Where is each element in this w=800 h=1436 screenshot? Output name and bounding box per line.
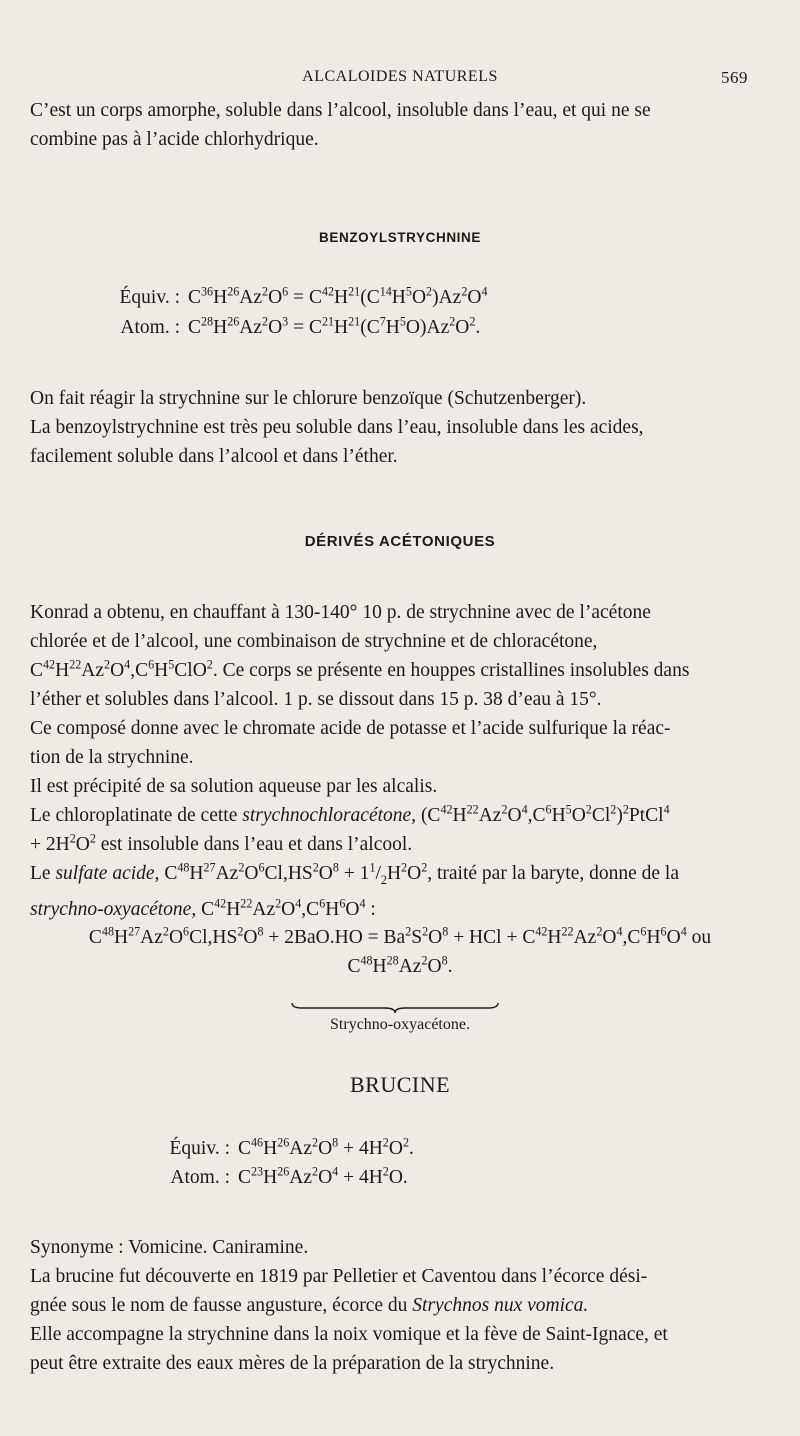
brucine-paragraphs bbox=[30, 1233, 748, 1378]
heading-derives-acetoniques: DÉRIVÉS ACÉTONIQUES bbox=[304, 533, 496, 550]
derives-para-2a: Ce composé donne avec le chromate acide de potasse et l’acide sulfurique la réac- bbox=[30, 718, 671, 739]
benzoyl-equiv-formula: Équiv. : $C^{36}H^{26}Az^2O^6 = C^{42}H^{21}(C^{14}H^5O^2)Az^2O^4$ bbox=[88, 287, 488, 309]
derives-para-5a: Le sulfate acide, $C^{48}H^{27}Az^2O^6Cl,HS^2O^8 + 1^1/_2H^2O^2$, traité par la baryte, donne de la bbox=[30, 860, 679, 887]
benzoyl-atom-formula: Atom. : $C^{28}H^{26}Az^2O^3 = C^{21}H^{21}(C^7H^5O)Az^2O^2$. bbox=[88, 317, 480, 339]
heading-brucine: BRUCINE bbox=[349, 1072, 451, 1097]
benzoyl-paragraphs bbox=[30, 384, 748, 471]
brucine-synonym: Synonyme : Vomicine. Caniramine. bbox=[30, 1237, 309, 1258]
heading-benzoylstrychnine: BENZOYLSTRYCHNINE bbox=[319, 230, 481, 245]
underbrace-icon bbox=[290, 1001, 500, 1015]
running-title: ALCALOIDES NATURELS bbox=[302, 68, 498, 85]
derives-paragraphs bbox=[30, 598, 748, 924]
brucine-atom-formula: Atom. : $C^{23}H^{26}Az^2O^4 + 4H^2O$. bbox=[138, 1167, 408, 1189]
benzoyl-para-1: On fait réagir la strychnine sur le chlorure benzoïque (Schutzenberger). bbox=[30, 388, 587, 409]
derives-para-4b: + $2H^2O^2$ est insoluble dans l’eau et dans l’alcool. bbox=[30, 831, 413, 855]
derives-para-5b: strychno-oxyacétone, $C^{42}H^{22}Az^2O^4,C^6H^6O^4$ : bbox=[30, 896, 376, 920]
equiv-label: Équiv. : bbox=[169, 1138, 230, 1159]
reaction-equation-line-1: $C^{48}H^{27}Az^2O^6Cl,HS^2O^8 + 2BaO.HO = Ba^2S^2O^8$ + HCl + $C^{42}H^{22}Az^2O^4,C^6H^6O^4$ ou bbox=[88, 924, 712, 948]
benzoyl-para-2a: La benzoylstrychnine est très peu soluble dans l’eau, insoluble dans les acides, bbox=[30, 417, 644, 438]
brucine-para-1a: La brucine fut découverte en 1819 par Pelletier et Caventou dans l’écorce dési- bbox=[30, 1266, 648, 1287]
derives-para-1c: $C^{42}H^{22}Az^2O^4,C^6H^5ClO^2$. Ce corps se présente en houppes cristallines insolubles dans bbox=[30, 657, 690, 681]
brucine-para-2a: Elle accompagne la strychnine dans la noix vomique et la fève de Saint-Ignace, et bbox=[30, 1324, 668, 1345]
atom-label: Atom. : bbox=[170, 1167, 230, 1188]
atom-label: Atom. : bbox=[120, 317, 180, 338]
derives-para-1d: l’éther et solubles dans l’alcool. 1 p. se dissout dans 15 p. 38 d’eau à 15°. bbox=[30, 689, 602, 710]
reaction-equation-line-2: $C^{48}H^{28}Az^2O^8$. bbox=[347, 953, 453, 977]
derives-para-2b: tion de la strychnine. bbox=[30, 747, 194, 768]
page-number: 569 bbox=[721, 68, 748, 87]
intro-line-2: combine pas à l’acide chlorhydrique. bbox=[30, 129, 319, 150]
intro-paragraph bbox=[30, 96, 748, 154]
intro-line-1: C’est un corps amorphe, soluble dans l’alcool, insoluble dans l’eau, et qui ne se bbox=[30, 100, 651, 121]
brucine-equiv-formula: Équiv. : $C^{46}H^{26}Az^2O^8 + 4H^2O^2$. bbox=[138, 1138, 414, 1160]
brucine-para-1b: gnée sous le nom de fausse angusture, écorce du Strychnos nux vomica. bbox=[30, 1295, 589, 1316]
derives-para-3: Il est précipité de sa solution aqueuse par les alcalis. bbox=[30, 776, 438, 797]
derives-para-4a: Le chloroplatinate de cette strychnochloracétone, $(C^{42}H^{22}Az^2O^4,C^6H^5O^2Cl^2)^2PtCl^4$ bbox=[30, 802, 670, 826]
benzoyl-para-2b: facilement soluble dans l’alcool et dans l’éther. bbox=[30, 446, 398, 467]
brace-caption: Strychno-oxyacétone. bbox=[330, 1016, 470, 1033]
derives-para-1b: chlorée et de l’alcool, une combinaison de strychnine et de chloracétone, bbox=[30, 631, 598, 652]
brucine-para-2b: peut être extraite des eaux mères de la préparation de la strychnine. bbox=[30, 1353, 555, 1374]
derives-para-1a: Konrad a obtenu, en chauffant à 130-140° 10 p. de strychnine avec de l’acétone bbox=[30, 602, 651, 623]
equiv-label: Équiv. : bbox=[119, 287, 180, 308]
